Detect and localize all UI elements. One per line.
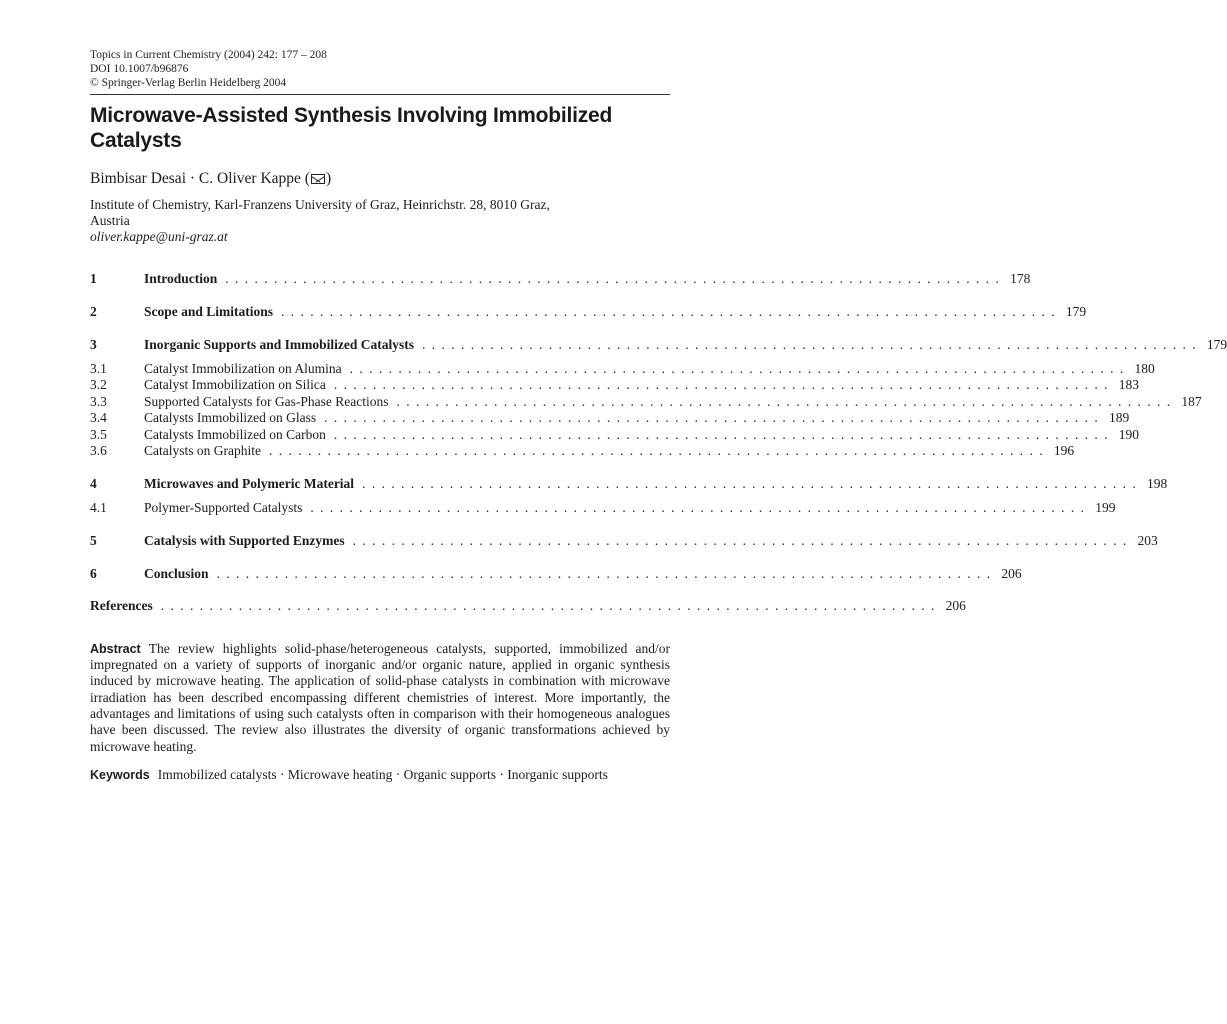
toc-leader-dots: . . . . . . . . . . . . . . . . . . . . . . . . . . . . . . . . . . . . . . . . . . . . . . . . . . . . . . . . . . . . . . . . . . . . . . . . . . . . . . . .: [225, 271, 1001, 286]
authors: [90, 169, 670, 189]
toc-entry[interactable]: [90, 532, 1158, 549]
toc-leader-dots: . . . . . . . . . . . . . . . . . . . . . . . . . . . . . . . . . . . . . . . . . . . . . . . . . . . . . . . . . . . . . . . . . . . . . . . . . . . . . . . .: [396, 393, 1172, 409]
paper-title: [90, 103, 670, 153]
toc-number: 6: [90, 565, 97, 581]
paper-first-page: [90, 48, 1227, 783]
toc-number: 5: [90, 532, 97, 548]
author-email[interactable]: oliver.kappe@uni-graz.at: [90, 229, 228, 244]
toc-entry[interactable]: [90, 565, 1022, 582]
toc-page: 190: [1118, 426, 1139, 442]
toc-entry[interactable]: [90, 393, 1202, 410]
toc-entry[interactable]: [90, 426, 1139, 443]
toc-leader-dots: . . . . . . . . . . . . . . . . . . . . . . . . . . . . . . . . . . . . . . . . . . . . . . . . . . . . . . . . . . . . . . . . . . . . . . . . . . . . . . . .: [349, 360, 1125, 376]
toc-leader-dots: . . . . . . . . . . . . . . . . . . . . . . . . . . . . . . . . . . . . . . . . . . . . . . . . . . . . . . . . . . . . . . . . . . . . . . . . . . . . . . . .: [216, 565, 992, 581]
envelope-icon: [311, 174, 325, 184]
toc-entry[interactable]: [90, 500, 1116, 516]
toc-label: Catalysts Immobilized on Carbon: [144, 426, 326, 442]
toc-leader-dots: . . . . . . . . . . . . . . . . . . . . . . . . . . . . . . . . . . . . . . . . . . . . . . . . . . . . . . . . . . . . . . . . . . . . . . . . . . . . . . . .: [352, 532, 1128, 548]
toc-number: 3.6: [90, 442, 107, 458]
toc-label: Inorganic Supports and Immobilized Catalysts: [144, 336, 415, 352]
affiliation-line-2: Austria: [90, 213, 130, 228]
toc-label: Catalyst Immobilization on Silica: [144, 377, 326, 393]
toc-page: 179: [1206, 336, 1227, 352]
toc-label: Scope and Limitations: [144, 303, 274, 319]
toc-label: References: [90, 598, 153, 614]
toc-leader-dots: . . . . . . . . . . . . . . . . . . . . . . . . . . . . . . . . . . . . . . . . . . . . . . . . . . . . . . . . . . . . . . . . . . . . . . . . . . . . . . . .: [333, 377, 1109, 393]
author-names: Bimbisar Desai · C. Oliver Kappe (: [90, 170, 310, 187]
toc-number: 2: [90, 303, 97, 319]
toc-page: 206: [945, 598, 966, 614]
journal-header: [90, 48, 670, 90]
toc-number: 3: [90, 336, 97, 352]
toc-entry[interactable]: [90, 377, 1139, 393]
toc-page: 179: [1065, 303, 1087, 319]
toc-page: 198: [1146, 475, 1168, 491]
header-rule: [90, 94, 670, 95]
toc-page: 187: [1181, 393, 1202, 409]
keywords-text: Immobilized catalysts · Microwave heating · Organic supports · Inorganic supports: [157, 766, 608, 782]
abstract-text: The review highlights solid-phase/heterogeneous catalysts, supported, immobilized and/or impregnated on a variety of supports of inorganic and/or organic nature, applied in organic synthesis induced by microwave heating. The application of solid-phase catalysts in combination with microwave irradiation has been described encompassing different chemistries of interest. More importantly, the advantages and limitations of using such catalysts often in comparison with their homogeneous analogues have been discussed. The review also illustrates the diversity of organic transformations achieved by microwave heating.: [90, 640, 670, 754]
toc-leader-dots: . . . . . . . . . . . . . . . . . . . . . . . . . . . . . . . . . . . . . . . . . . . . . . . . . . . . . . . . . . . . . . . . . . . . . . . . . . . . . . . .: [310, 500, 1086, 516]
toc-leader-dots: . . . . . . . . . . . . . . . . . . . . . . . . . . . . . . . . . . . . . . . . . . . . . . . . . . . . . . . . . . . . . . . . . . . . . . . . . . . . . . . .: [333, 426, 1109, 442]
toc-label: Supported Catalysts for Gas-Phase Reactions: [144, 393, 389, 409]
toc-leader-dots: . . . . . . . . . . . . . . . . . . . . . . . . . . . . . . . . . . . . . . . . . . . . . . . . . . . . . . . . . . . . . . . . . . . . . . . . . . . . . . . .: [422, 336, 1198, 352]
keywords: [90, 767, 670, 783]
toc-entry[interactable]: [90, 598, 966, 614]
toc-page: 203: [1137, 532, 1158, 548]
toc-number: 1: [90, 271, 97, 286]
toc-leader-dots: . . . . . . . . . . . . . . . . . . . . . . . . . . . . . . . . . . . . . . . . . . . . . . . . . . . . . . . . . . . . . . . . . . . . . . . . . . . . . . . .: [281, 303, 1057, 319]
toc-page: 183: [1118, 377, 1139, 393]
affiliation: [90, 197, 670, 245]
toc-number: 3.5: [90, 426, 107, 442]
toc-page: 180: [1134, 360, 1155, 376]
toc-leader-dots: . . . . . . . . . . . . . . . . . . . . . . . . . . . . . . . . . . . . . . . . . . . . . . . . . . . . . . . . . . . . . . . . . . . . . . . . . . . . . . . .: [324, 410, 1100, 426]
keywords-heading: Keywords: [90, 767, 150, 782]
toc-page: 178: [1010, 271, 1031, 286]
title-line-1: Microwave-Assisted Synthesis Involving Immobilized: [90, 104, 613, 127]
toc-leader-dots: . . . . . . . . . . . . . . . . . . . . . . . . . . . . . . . . . . . . . . . . . . . . . . . . . . . . . . . . . . . . . . . . . . . . . . . . . . . . . . . .: [268, 442, 1045, 458]
toc-label: Conclusion: [144, 565, 209, 581]
toc-label: Polymer-Supported Catalysts: [144, 500, 303, 516]
toc-number: 4: [90, 475, 97, 491]
toc-label: Microwaves and Polymeric Material: [144, 475, 355, 491]
toc-number: 4.1: [90, 500, 107, 516]
title-line-2: Catalysts: [90, 129, 182, 152]
toc-number: 3.2: [90, 377, 107, 393]
toc-number: 3.3: [90, 393, 107, 409]
toc-label: Introduction: [144, 271, 218, 286]
toc-number: 3.1: [90, 360, 107, 376]
abstract: [90, 641, 670, 755]
toc-entry[interactable]: [90, 271, 1031, 287]
toc-entry[interactable]: [90, 442, 1075, 459]
toc-label: Catalysts on Graphite: [144, 442, 261, 458]
toc-page: 199: [1095, 500, 1116, 516]
toc-page: 189: [1108, 410, 1130, 426]
toc-entry[interactable]: [90, 303, 1087, 320]
toc-label: Catalysts Immobilized on Glass: [144, 410, 317, 426]
toc-entry[interactable]: [90, 336, 1227, 353]
journal-citation: Topics in Current Chemistry (2004) 242: 177 – 208: [90, 49, 327, 61]
table-of-contents: [90, 271, 1227, 615]
toc-entry[interactable]: [90, 360, 1155, 377]
doi: DOI 10.1007/b96876: [90, 63, 189, 75]
toc-leader-dots: . . . . . . . . . . . . . . . . . . . . . . . . . . . . . . . . . . . . . . . . . . . . . . . . . . . . . . . . . . . . . . . . . . . . . . . . . . . . . . . .: [362, 475, 1138, 491]
toc-label: Catalysis with Supported Enzymes: [144, 532, 345, 548]
abstract-heading: Abstract: [90, 641, 141, 656]
affiliation-line-1: Institute of Chemistry, Karl-Franzens University of Graz, Heinrichstr. 28, 8010 Graz,: [90, 197, 550, 212]
toc-page: 206: [1001, 565, 1022, 581]
toc-number: 3.4: [90, 410, 107, 426]
toc-label: Catalyst Immobilization on Alumina: [144, 360, 342, 376]
toc-entry[interactable]: [90, 410, 1130, 426]
toc-entry[interactable]: [90, 475, 1168, 492]
toc-leader-dots: . . . . . . . . . . . . . . . . . . . . . . . . . . . . . . . . . . . . . . . . . . . . . . . . . . . . . . . . . . . . . . . . . . . . . . . . . . . . . . . .: [160, 598, 936, 614]
author-close-paren: ): [325, 170, 332, 187]
toc-page: 196: [1053, 442, 1075, 458]
copyright: © Springer-Verlag Berlin Heidelberg 2004: [90, 77, 287, 89]
